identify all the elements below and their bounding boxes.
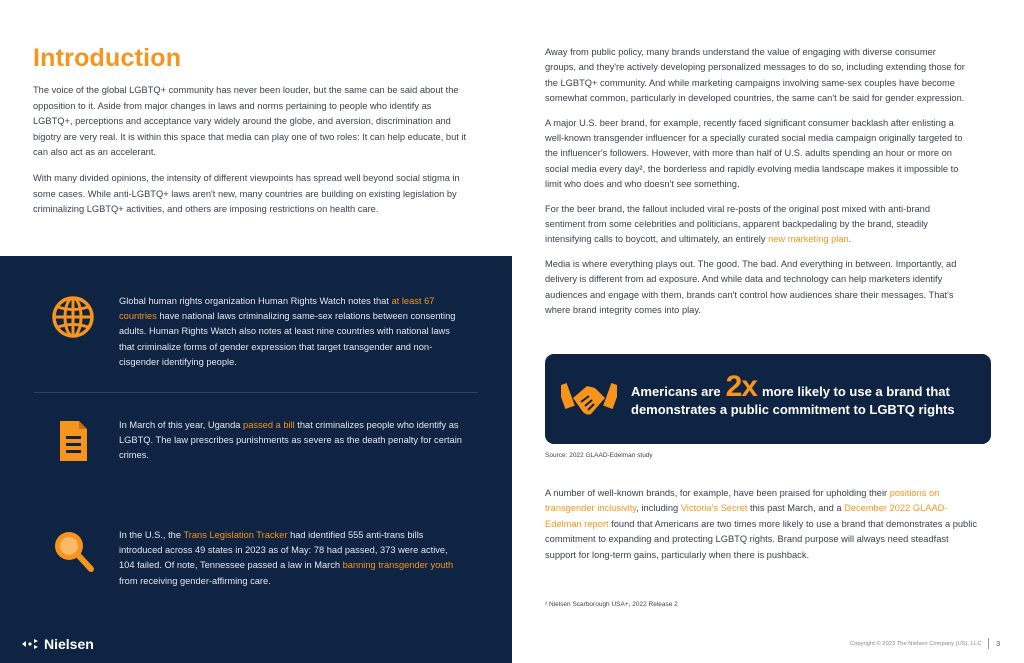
page-title: Introduction — [33, 44, 182, 72]
fact-text — [119, 294, 464, 370]
marketing-plan-link[interactable]: new marketing plan — [768, 234, 849, 245]
divider — [34, 392, 478, 393]
right-paragraph-3 — [545, 202, 965, 248]
fact-text-part: In the U.S., the — [119, 530, 184, 540]
callout-post-text: more likely to use a brand that — [762, 384, 950, 399]
fact-text-part: In March of this year, Uganda — [119, 420, 244, 430]
magnifier-icon — [50, 528, 96, 574]
nielsen-mark-icon — [22, 638, 38, 650]
callout-source: Source: 2022 GLAAD-Edelman study — [545, 452, 653, 459]
introduction-section — [33, 44, 473, 228]
inclusivity-link[interactable]: positions on transgender inclusivity — [545, 488, 940, 514]
right-paragraph-2: A major U.S. beer brand, for example, recently faced significant consumer backlash after enlisting a well-known transgender influencer for a specially curated social media campaign originally targeted to the influencer's followers. However, with more than half of U.S. adults spending an hour or more on social media every day², the borderless and rapidly evolving media landscape makes it impossible to limit who does and who doesn't see something. — [545, 117, 963, 190]
paragraph-text-part: For the beer brand, the fallout included viral re-posts of the original post mixed with anti-brand sentiment from some celebrities and politicians, apparent backpedaling by the brand, steadily intensifying calls to boycott, and ultimately, an entirely — [545, 203, 930, 245]
right-paragraph-5 — [545, 486, 977, 572]
document-icon — [50, 418, 96, 464]
bill-link[interactable]: passed a bill — [243, 420, 295, 430]
paragraph-text-part: found that Americans are two times more likely to use a brand that demonstrates a public commitment to expanding and protecting LGBTQ rights. Brand purpose will always need steadfast support for long-term gains, particularly when there is pushback. — [545, 518, 978, 560]
handshake-icon — [561, 376, 617, 422]
right-column — [545, 45, 965, 328]
facts-panel — [0, 256, 512, 663]
page-number: 3 — [996, 639, 1001, 648]
fact-text-part: Global human rights organization Human Rights Watch notes that — [119, 296, 392, 306]
right-paragraph-4: Media is where everything plays out. The good. The bad. And everything in between. Importantly, ad delivery is different from ad exposure. And while data and technology can help marketers identify audiences and engage with them, brands can't control how audiences share their messages. That's where brand integrity comes into play. — [545, 258, 957, 316]
brands-paragraph — [545, 486, 977, 563]
fact-text — [119, 418, 464, 464]
paragraph-text-part: . — [848, 234, 852, 245]
footnote: ² Nielsen Scarborough USA+, 2022 Release 2 — [545, 601, 678, 608]
callout-line-2: demonstrates a public commitment to LGBTQ rights — [631, 402, 955, 417]
nielsen-logo — [22, 636, 94, 652]
fact-text-part: have national laws criminalizing same-sex relations between consenting adults. Human Rights Watch also notes at least nine countries with national laws that criminalize forms of gender expression that target transgender and non-cisgender identifying people. — [119, 311, 456, 367]
fact-text-part: from receiving gender-affirming care. — [119, 575, 271, 586]
fact-text — [119, 528, 464, 589]
globe-icon — [50, 294, 96, 340]
glaad-report-link[interactable]: December 2022 GLAAD-Edelman report — [545, 503, 948, 529]
divider — [988, 638, 989, 649]
callout-multiplier: 2x — [725, 370, 757, 403]
countries-link[interactable]: at least 67 countries — [119, 296, 435, 322]
callout-pre-text: Americans are — [631, 384, 721, 399]
stat-callout — [545, 354, 991, 444]
callout-line-1 — [631, 370, 950, 404]
fact-text-part: had identified 555 anti-trans bills introduced across 49 states in 2023 as of May: 78 had passed, 373 were active, 104 failed. Of note, Tennessee passed a law in March — [119, 530, 448, 571]
right-paragraph-1: Away from public policy, many brands understand the value of engaging with diverse consumer groups, and they're actively developing personalized messages to do so, including extending those for the LGBTQ+ community. And while marketing campaigns involving same-sex couples have become somewhat common, particularly in developed countries, the same can't be said for gender expression. — [545, 47, 965, 104]
paragraph-text-part: this past March, and a — [747, 503, 845, 514]
victorias-secret-link[interactable]: Victoria's Secret — [680, 503, 748, 514]
tracker-link[interactable]: Trans Legislation Tracker — [183, 530, 288, 540]
copyright: Copyright © 2023 The Nielsen Company (US), LLC — [850, 641, 982, 647]
paragraph-text-part: A number of well-known brands, for example, have been praised for upholding their — [545, 488, 890, 498]
paragraph-text-part: , including — [636, 503, 681, 514]
intro-paragraph-2: With many divided opinions, the intensity of different viewpoints has spread well beyond social stigma in some cases. While anti-LGBTQ+ laws aren't new, many countries are building on existing legislation by criminalizing LGBTQ+ activities, and others are imposing restrictions on health care. — [33, 172, 460, 215]
fact-text-part: that criminalizes people who identify as LGBTQ. The law prescribes punishments as severe as the death penalty for certain crimes. — [119, 420, 462, 461]
banning-link[interactable]: banning transgender youth — [342, 560, 454, 571]
logo-text: Nielsen — [44, 636, 94, 652]
intro-paragraph-1: The voice of the global LGBTQ+ community has never been louder, but the same can be said about the opposition to it. Aside from major changes in laws and norms pertaining to people who identify as LGBTQ+, perceptions and acceptance vary widely around the globe, and aversion, discrimination and bigotry are very real. It is within this space that media can play one of two roles: It can help educate, but it can also act as an accelerant. — [33, 85, 467, 158]
